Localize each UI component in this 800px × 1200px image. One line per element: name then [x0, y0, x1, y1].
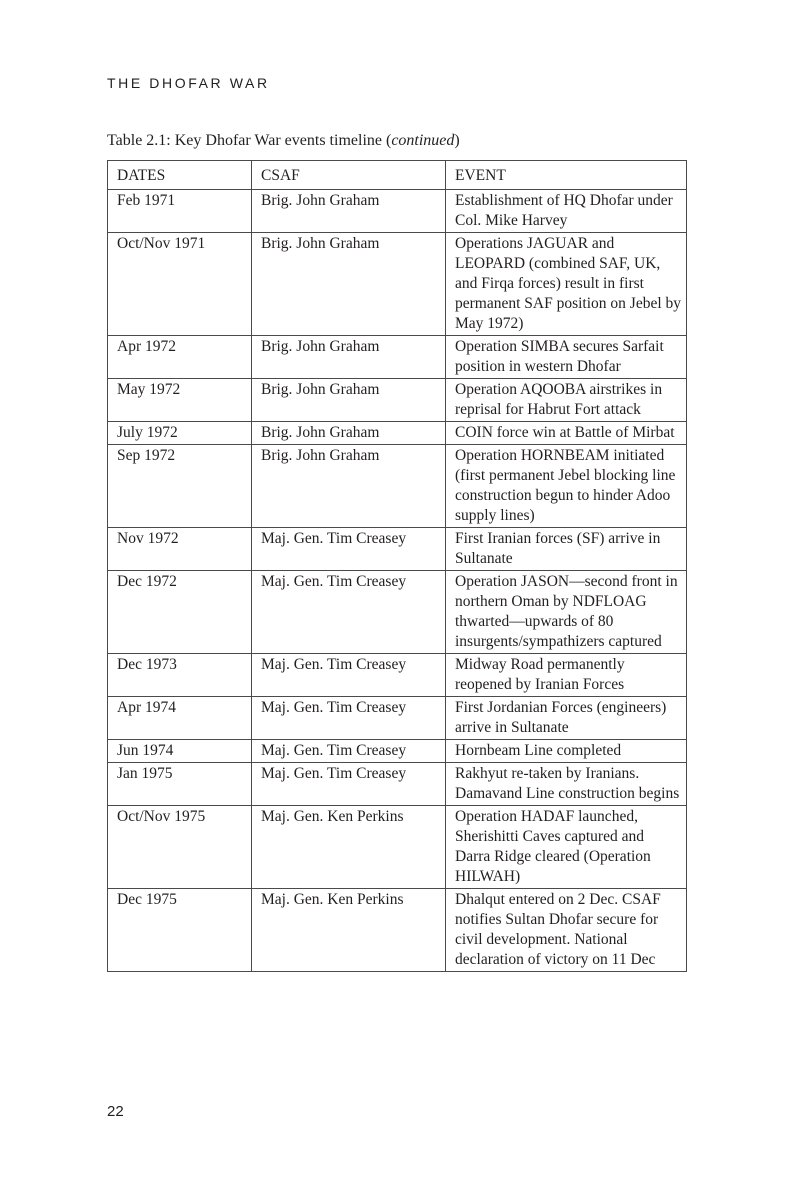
event-cell: First Jordanian Forces (engineers) arrive in Sultanate	[446, 697, 687, 740]
event-cell: Dhalqut entered on 2 Dec. CSAF notifies Sultan Dhofar secure for civil development. National declaration of victory on 11 Dec	[446, 889, 687, 972]
csaf-cell: Maj. Gen. Tim Creasey	[252, 763, 446, 806]
running-head: THE DHOFAR WAR	[107, 75, 270, 91]
date-cell: Apr 1972	[108, 336, 252, 379]
csaf-cell: Maj. Gen. Tim Creasey	[252, 654, 446, 697]
event-cell: COIN force win at Battle of Mirbat	[446, 422, 687, 445]
table-row	[108, 233, 687, 336]
event-cell: Operation HADAF launched, Sherishitti Caves captured and Darra Ridge cleared (Operation HILWAH)	[446, 806, 687, 889]
event-cell: Operation HORNBEAM initiated (first permanent Jebel blocking line construction begun to hinder Adoo supply lines)	[446, 445, 687, 528]
event-cell: Rakhyut re-taken by Iranians. Damavand Line construction begins	[446, 763, 687, 806]
date-cell: Apr 1974	[108, 697, 252, 740]
event-cell: Operation SIMBA secures Sarfait position in western Dhofar	[446, 336, 687, 379]
date-cell: Jan 1975	[108, 763, 252, 806]
date-cell: Dec 1972	[108, 571, 252, 654]
date-cell: May 1972	[108, 379, 252, 422]
event-cell: Operations JAGUAR and LEOPARD (combined SAF, UK, and Firqa forces) result in first permanent SAF position on Jebel by May 1972)	[446, 233, 687, 336]
csaf-cell: Brig. John Graham	[252, 422, 446, 445]
event-cell: Operation JASON—second front in northern Oman by NDFLOAG thwarted—upwards of 80 insurgents/sympathizers captured	[446, 571, 687, 654]
date-cell: July 1972	[108, 422, 252, 445]
csaf-cell: Brig. John Graham	[252, 336, 446, 379]
table-row	[108, 445, 687, 528]
csaf-cell: Maj. Gen. Tim Creasey	[252, 697, 446, 740]
caption-suffix: )	[454, 132, 460, 149]
table-header-row	[108, 161, 687, 190]
csaf-cell: Brig. John Graham	[252, 233, 446, 336]
event-cell: Hornbeam Line completed	[446, 740, 687, 763]
csaf-cell: Brig. John Graham	[252, 190, 446, 233]
table-row	[108, 528, 687, 571]
page-number: 22	[107, 1103, 124, 1120]
table-caption	[107, 132, 460, 150]
column-header-csaf: CSAF	[252, 161, 446, 190]
csaf-cell: Brig. John Graham	[252, 445, 446, 528]
csaf-cell: Maj. Gen. Tim Creasey	[252, 740, 446, 763]
date-cell: Nov 1972	[108, 528, 252, 571]
caption-continued: continued	[391, 132, 455, 149]
table-row	[108, 654, 687, 697]
date-cell: Dec 1973	[108, 654, 252, 697]
events-timeline-table	[107, 160, 687, 972]
table-row	[108, 336, 687, 379]
event-cell: Operation AQOOBA airstrikes in reprisal for Habrut Fort attack	[446, 379, 687, 422]
date-cell: Sep 1972	[108, 445, 252, 528]
table-row	[108, 190, 687, 233]
table-row	[108, 379, 687, 422]
column-header-dates: DATES	[108, 161, 252, 190]
csaf-cell: Brig. John Graham	[252, 379, 446, 422]
date-cell: Dec 1975	[108, 889, 252, 972]
csaf-cell: Maj. Gen. Ken Perkins	[252, 806, 446, 889]
date-cell: Oct/Nov 1975	[108, 806, 252, 889]
table-row	[108, 571, 687, 654]
event-cell: Midway Road permanently reopened by Iranian Forces	[446, 654, 687, 697]
column-header-event: EVENT	[446, 161, 687, 190]
csaf-cell: Maj. Gen. Tim Creasey	[252, 571, 446, 654]
table-row	[108, 740, 687, 763]
event-cell: First Iranian forces (SF) arrive in Sultanate	[446, 528, 687, 571]
caption-prefix: Table 2.1: Key Dhofar War events timeline (	[107, 132, 392, 149]
date-cell: Oct/Nov 1971	[108, 233, 252, 336]
table-row	[108, 697, 687, 740]
event-cell: Establishment of HQ Dhofar under Col. Mike Harvey	[446, 190, 687, 233]
csaf-cell: Maj. Gen. Tim Creasey	[252, 528, 446, 571]
date-cell: Jun 1974	[108, 740, 252, 763]
date-cell: Feb 1971	[108, 190, 252, 233]
csaf-cell: Maj. Gen. Ken Perkins	[252, 889, 446, 972]
table-row	[108, 806, 687, 889]
table-row	[108, 422, 687, 445]
table-row	[108, 889, 687, 972]
table-row	[108, 763, 687, 806]
